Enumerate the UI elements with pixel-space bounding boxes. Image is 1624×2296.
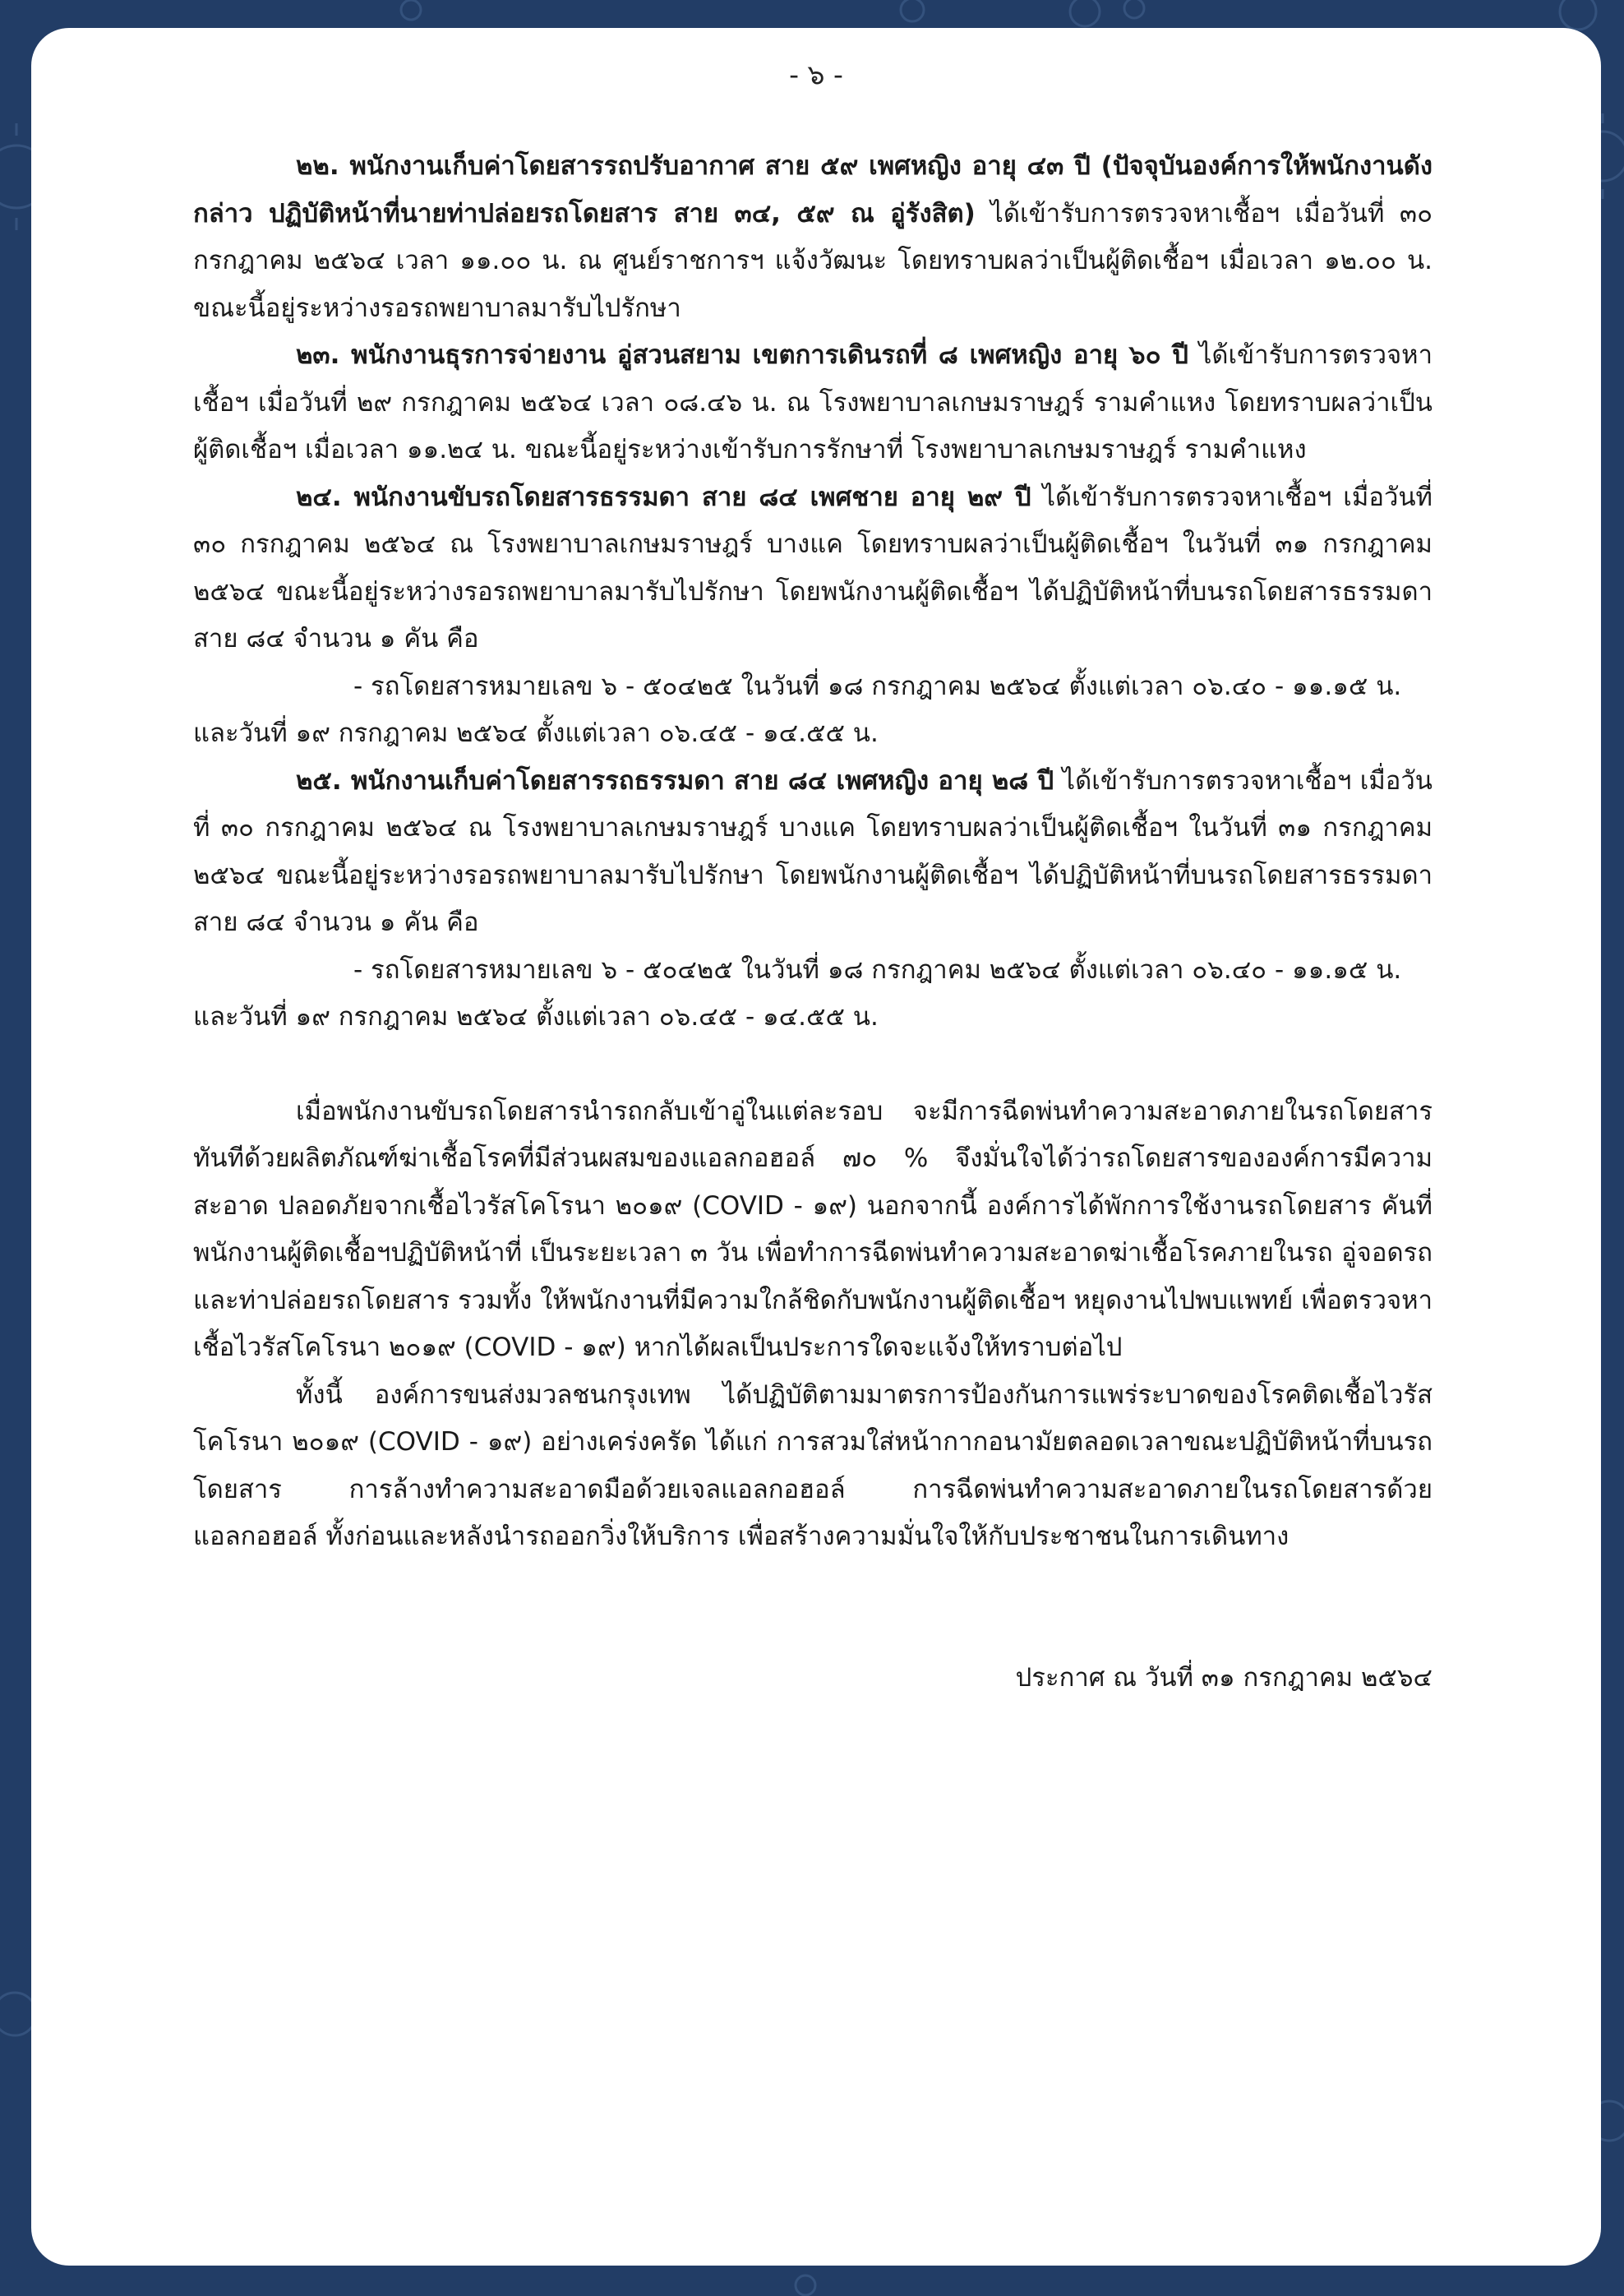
document-page bbox=[31, 28, 1601, 2266]
item-heading: ๒๓. พนักงานธุรการจ่ายงาน อู่สวนสยาม เขตการเดินรถที่ ๘ เพศหญิง อายุ ๖๐ ปี bbox=[296, 340, 1188, 370]
item-heading: ๒๔. พนักงานขับรถโดยสารธรรมดา สาย ๘๔ เพศชาย อายุ ๒๙ ปี bbox=[296, 482, 1031, 512]
spacer bbox=[193, 1561, 1433, 1608]
closing-paragraph: เมื่อพนักงานขับรถโดยสารนำรถกลับเข้าอู่ในแต่ละรอบ จะมีการฉีดพ่นทำความสะอาดภายในรถโดยสารทันทีด้วยผลิตภัณฑ์ฆ่าเชื้อโรคที่มีส่วนผสมของแอลกอฮอล์ ๗๐ % จึงมั่นใจได้ว่ารถโดยสารขององค์การมีความสะอาด ปลอดภัยจากเชื้อไวรัสโคโรนา ๒๐๑๙ (COVID - ๑๙) นอกจากนี้ องค์การได้พักการใช้งานรถโดยสาร คันที่พนักงานผู้ติดเชื้อฯปฏิบัติหน้าที่ เป็นระยะเวลา ๓ วัน เพื่อทำการฉีดพ่นทำความสะอาดฆ่าเชื้อโรคภายในรถ อู่จอดรถ และท่าปล่อยรถโดยสาร รวมทั้ง ให้พนักงานที่มีความใกล้ชิดกับพนักงานผู้ติดเชื้อฯ หยุดงานไปพบแพทย์ เพื่อตรวจหาเชื้อไวรัสโคโรนา ๒๐๑๙ (COVID - ๑๙) หากได้ผลเป็นประการใดจะแจ้งให้ทราบต่อไป bbox=[193, 1096, 1433, 1362]
document-body bbox=[193, 143, 1433, 1702]
page-number: - ๖ - bbox=[789, 58, 843, 90]
item-text: ได้เข้ารับการตรวจหาเชื้อฯ เมื่อวันที่ ๓๐ กรกฎาคม ๒๕๖๔ ณ โรงพยาบาลเกษมราษฎร์ บางแค โดยทราบผลว่าเป็นผู้ติดเชื้อฯ ในวันที่ ๓๑ กรกฎาคม ๒๕๖๔ ขณะนี้อยู่ระหว่างรอรถพยาบาลมารับไปรักษา โดยพนักงานผู้ติดเชื้อฯ ได้ปฏิบัติหน้าที่บนรถโดยสารธรรมดา สาย ๘๔ จำนวน ๑ คัน คือ bbox=[193, 482, 1433, 654]
bus-detail-line: - รถโดยสารหมายเลข ๖ - ๕๐๔๒๕ ในวันที่ ๑๘ กรกฎาคม ๒๕๖๔ ตั้งแต่เวลา ๐๖.๔๐ - ๑๑.๑๕ น. bbox=[353, 954, 1402, 985]
item-text: ได้เข้ารับการตรวจหาเชื้อฯ เมื่อวันที่ ๓๐ กรกฎาคม ๒๕๖๔ เวลา ๑๑.๐๐ น. ณ ศูนย์ราชการฯ แจ้งวัฒนะ โดยทราบผลว่าเป็นผู้ติดเชื้อฯ เมื่อเวลา ๑๒.๐๐ น. ขณะนี้อยู่ระหว่างรอรถพยาบาลมารับไปรักษา bbox=[193, 198, 1433, 323]
item-heading: ๒๒. พนักงานเก็บค่าโดยสารรถปรับอากาศ สาย ๕๙ เพศหญิง อายุ ๔๓ ปี (ปัจจุบันองค์การให้พนักงานดังกล่าว ปฏิบัติหน้าที่นายท่าปล่อยรถโดยสาร สาย ๓๔, ๕๙ ณ อู่รังสิต) bbox=[193, 151, 1433, 229]
closing-paragraph: ทั้งนี้ องค์การขนส่งมวลชนกรุงเทพ ได้ปฏิบัติตามมาตรการป้องกันการแพร่ระบาดของโรคติดเชื้อไวรัสโคโรนา ๒๐๑๙ (COVID - ๑๙) อย่างเคร่งครัด ได้แก่ การสวมใส่หน้ากากอนามัยตลอดเวลาขณะปฏิบัติหน้าที่บนรถโดยสาร การล้างทำความสะอาดมือด้วยเจลแอลกอฮอล์ การฉีดพ่นทำความสะอาดภายในรถโดยสารด้วยแอลกอฮอล์ ทั้งก่อนและหลังนำรถออกวิ่งให้บริการ เพื่อสร้างความมั่นใจให้กับประชาชนในการเดินทาง bbox=[193, 1379, 1433, 1551]
bus-detail-line: - รถโดยสารหมายเลข ๖ - ๕๐๔๒๕ ในวันที่ ๑๘ กรกฎาคม ๒๕๖๔ ตั้งแต่เวลา ๐๖.๔๐ - ๑๑.๑๕ น. bbox=[353, 671, 1402, 701]
bus-detail-line: และวันที่ ๑๙ กรกฎาคม ๒๕๖๔ ตั้งแต่เวลา ๐๖.๔๕ - ๑๔.๕๕ น. bbox=[193, 718, 879, 748]
spacer bbox=[193, 1042, 1433, 1088]
announcement-date: ประกาศ ณ วันที่ ๓๑ กรกฎาคม ๒๕๖๔ bbox=[1015, 1662, 1433, 1693]
bus-detail-line: และวันที่ ๑๙ กรกฎาคม ๒๕๖๔ ตั้งแต่เวลา ๐๖.๔๕ - ๑๔.๕๕ น. bbox=[193, 1002, 879, 1032]
item-text: ได้เข้ารับการตรวจหาเชื้อฯ เมื่อวันที่ ๒๙ กรกฎาคม ๒๕๖๔ เวลา ๐๘.๔๖ น. ณ โรงพยาบาลเกษมราษฎร์ รามคำแหง โดยทราบผลว่าเป็นผู้ติดเชื้อฯ เมื่อเวลา ๑๑.๒๔ น. ขณะนี้อยู่ระหว่างเข้ารับการรักษาที่ โรงพยาบาลเกษมราษฎร์ รามคำแหง bbox=[193, 340, 1433, 464]
item-text: ได้เข้ารับการตรวจหาเชื้อฯ เมื่อวันที่ ๓๐ กรกฎาคม ๒๕๖๔ ณ โรงพยาบาลเกษมราษฎร์ บางแค โดยทราบผลว่าเป็นผู้ติดเชื้อฯ ในวันที่ ๓๑ กรกฎาคม ๒๕๖๔ ขณะนี้อยู่ระหว่างรอรถพยาบาลมารับไปรักษา โดยพนักงานผู้ติดเชื้อฯ ได้ปฏิบัติหน้าที่บนรถโดยสารธรรมดา สาย ๘๔ จำนวน ๑ คัน คือ bbox=[193, 765, 1433, 937]
list-item bbox=[193, 758, 1433, 947]
list-item bbox=[193, 143, 1433, 332]
list-item bbox=[193, 332, 1433, 474]
spacer bbox=[193, 1608, 1433, 1655]
list-item bbox=[193, 474, 1433, 663]
item-heading: ๒๕. พนักงานเก็บค่าโดยสารรถธรรมดา สาย ๘๔ เพศหญิง อายุ ๒๘ ปี bbox=[296, 765, 1054, 796]
virus-decoration-icon bbox=[401, 0, 1596, 30]
